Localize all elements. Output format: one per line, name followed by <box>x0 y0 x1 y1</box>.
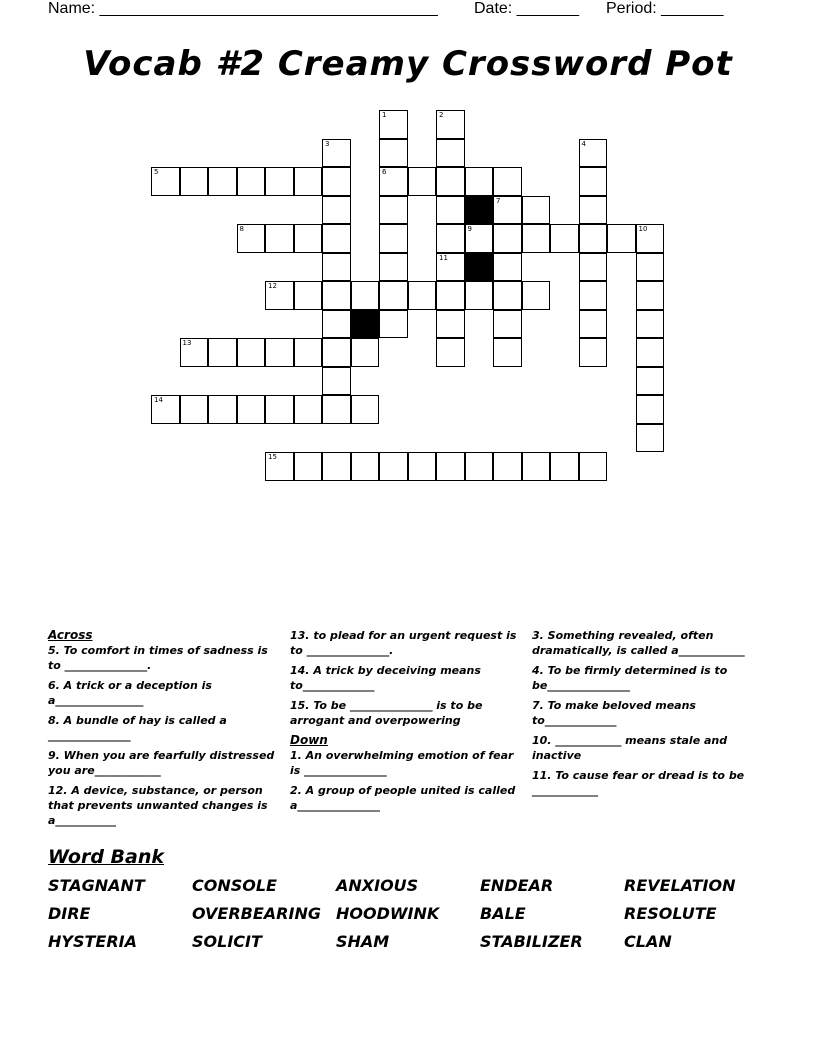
clue-item: 6. A trick or a deception is a________________ <box>48 679 212 707</box>
crossword-cell[interactable] <box>522 224 551 253</box>
crossword-cell[interactable] <box>237 338 266 367</box>
crossword-cell[interactable] <box>294 395 323 424</box>
crossword-cell[interactable] <box>379 281 408 310</box>
clue-number: 12 <box>268 282 277 290</box>
crossword-cell[interactable] <box>636 338 665 367</box>
crossword-grid <box>0 0 816 500</box>
crossword-cell[interactable] <box>208 395 237 424</box>
crossword-cell[interactable] <box>436 281 465 310</box>
crossword-cell[interactable] <box>351 452 380 481</box>
crossword-cell[interactable] <box>322 395 351 424</box>
crossword-cell[interactable] <box>607 224 636 253</box>
crossword-cell[interactable] <box>636 367 665 396</box>
clue-number: 4 <box>581 139 586 148</box>
crossword-cell[interactable] <box>379 139 408 168</box>
crossword-cell[interactable] <box>493 167 522 196</box>
crossword-cell[interactable] <box>493 310 522 339</box>
crossword-cell[interactable] <box>265 224 294 253</box>
crossword-cell[interactable] <box>151 395 180 424</box>
clue-number: 13 <box>182 339 192 347</box>
period-field[interactable]: Period: _______ <box>606 0 724 17</box>
crossword-cell[interactable] <box>465 452 494 481</box>
crossword-cell[interactable] <box>436 167 465 196</box>
crossword-cell[interactable] <box>493 253 522 282</box>
page-title: Vocab #2 Creamy Crossword Pot <box>83 44 733 84</box>
clue-item: 14. A trick by deceiving means to_____________ <box>290 664 481 692</box>
crossword-cell[interactable] <box>436 338 465 367</box>
clue-number: 9 <box>467 225 472 233</box>
crossword-cell[interactable] <box>322 139 351 168</box>
crossword-cell[interactable] <box>294 224 323 253</box>
crossword-cell[interactable] <box>465 167 494 196</box>
crossword-cell[interactable] <box>550 224 579 253</box>
crossword-cell[interactable] <box>379 196 408 225</box>
crossword-cell[interactable] <box>579 338 608 367</box>
crossword-cell[interactable] <box>322 167 351 196</box>
clue-item: 7. To make beloved means to_____________ <box>532 699 696 727</box>
crossword-cell[interactable] <box>579 253 608 282</box>
crossword-cell[interactable] <box>237 395 266 424</box>
clue-item: 5. To comfort in times of sadness is to _______________. <box>48 644 268 672</box>
crossword-cell[interactable] <box>550 452 579 481</box>
clues-column-1 <box>48 628 280 833</box>
crossword-cell[interactable] <box>436 253 465 282</box>
word-bank-word: ANXIOUS <box>336 876 419 895</box>
crossword-cell[interactable] <box>579 452 608 481</box>
crossword-cell[interactable] <box>493 196 522 225</box>
name-field[interactable]: Name: ______________________________________ <box>48 0 438 17</box>
crossword-cell[interactable] <box>151 167 180 196</box>
word-bank-word: ENDEAR <box>480 876 554 895</box>
crossword-cell[interactable] <box>322 281 351 310</box>
clue-number: 14 <box>154 396 163 404</box>
word-bank-word: SOLICIT <box>192 932 262 951</box>
crossword-cell[interactable] <box>294 452 323 481</box>
crossword-cell[interactable] <box>379 167 408 196</box>
clue-item: 13. to plead for an urgent request is to _______________. <box>290 629 517 657</box>
word-bank-word: SHAM <box>336 932 390 951</box>
crossword-cell[interactable] <box>351 281 380 310</box>
clue-number: 7 <box>496 196 501 205</box>
word-bank-word: STABILIZER <box>480 932 583 951</box>
crossword-block <box>465 253 494 282</box>
crossword-block <box>465 196 494 225</box>
crossword-cell[interactable] <box>579 281 608 310</box>
clue-item: 15. To be _______________ is to be arrogant and overpowering <box>290 699 483 727</box>
clue-item: 1. An overwhelming emotion of fear is _______________ <box>290 749 514 777</box>
clue-item: 10. ____________ means stale and inactive <box>532 734 728 762</box>
clue-number: 10 <box>638 225 648 233</box>
crossword-cell[interactable] <box>493 452 522 481</box>
crossword-cell[interactable] <box>636 424 665 453</box>
crossword-cell[interactable] <box>265 167 294 196</box>
crossword-cell[interactable] <box>579 167 608 196</box>
crossword-cell[interactable] <box>294 281 323 310</box>
clue-number: 2 <box>439 111 444 119</box>
clue-number: 15 <box>268 453 277 461</box>
crossword-cell[interactable] <box>493 224 522 253</box>
crossword-cell[interactable] <box>436 110 465 139</box>
crossword-cell[interactable] <box>180 338 209 367</box>
clue-number: 11 <box>439 253 448 262</box>
crossword-cell[interactable] <box>636 281 665 310</box>
crossword-cell[interactable] <box>351 395 380 424</box>
word-bank-title: Word Bank <box>48 846 165 868</box>
word-bank-word: CLAN <box>624 932 672 951</box>
word-bank-word: DIRE <box>48 904 91 923</box>
crossword-cell[interactable] <box>208 338 237 367</box>
crossword-cell[interactable] <box>436 310 465 339</box>
word-bank-word: OVERBEARING <box>192 904 321 923</box>
word-bank-word: BALE <box>480 904 526 923</box>
clue-item: 11. To cause fear or dread is to be ____________ <box>532 769 745 797</box>
crossword-cell[interactable] <box>379 224 408 253</box>
clue-number: 1 <box>382 111 387 119</box>
clue-item: 8. A bundle of hay is called a _______________ <box>48 714 227 742</box>
crossword-cell[interactable] <box>636 395 665 424</box>
date-field[interactable]: Date: _______ <box>474 0 579 17</box>
clues-column-2 <box>290 628 522 818</box>
crossword-cell[interactable] <box>322 367 351 396</box>
clue-item: 3. Something revealed, often dramatically, is called a____________ <box>532 629 745 657</box>
clue-item: 2. A group of people united is called a_______________ <box>290 784 516 812</box>
crossword-cell[interactable] <box>379 452 408 481</box>
crossword-cell[interactable] <box>322 224 351 253</box>
crossword-cell[interactable] <box>522 281 551 310</box>
word-bank-word: CONSOLE <box>192 876 277 895</box>
crossword-cell[interactable] <box>636 310 665 339</box>
clue-item: 12. A device, substance, or person that prevents unwanted changes is a___________ <box>48 784 268 827</box>
crossword-cell[interactable] <box>379 310 408 339</box>
clues-column-3 <box>532 628 768 803</box>
crossword-cell[interactable] <box>322 452 351 481</box>
crossword-cell[interactable] <box>322 253 351 282</box>
crossword-cell[interactable] <box>408 167 437 196</box>
crossword-cell[interactable] <box>493 281 522 310</box>
crossword-cell[interactable] <box>180 167 209 196</box>
crossword-cell[interactable] <box>408 452 437 481</box>
word-bank-word: STAGNANT <box>48 876 145 895</box>
across-heading: Across <box>48 628 93 642</box>
crossword-cell[interactable] <box>636 224 665 253</box>
clue-item: 9. When you are fearfully distressed you are____________ <box>48 749 275 777</box>
clue-item: 4. To be firmly determined is to be_______________ <box>532 664 728 692</box>
crossword-cell[interactable] <box>465 224 494 253</box>
crossword-cell[interactable] <box>522 196 551 225</box>
word-bank-word: RESOLUTE <box>624 904 717 923</box>
crossword-cell[interactable] <box>265 281 294 310</box>
crossword-cell[interactable] <box>265 452 294 481</box>
clue-number: 6 <box>382 168 387 176</box>
clue-number: 5 <box>154 168 159 176</box>
crossword-cell[interactable] <box>436 196 465 225</box>
crossword-cell[interactable] <box>493 338 522 367</box>
crossword-cell[interactable] <box>265 395 294 424</box>
crossword-cell[interactable] <box>579 196 608 225</box>
crossword-cell[interactable] <box>180 395 209 424</box>
crossword-cell[interactable] <box>436 224 465 253</box>
crossword-cell[interactable] <box>294 338 323 367</box>
crossword-cell[interactable] <box>265 338 294 367</box>
crossword-cell[interactable] <box>294 167 323 196</box>
crossword-cell[interactable] <box>408 281 437 310</box>
word-bank <box>48 876 768 960</box>
crossword-cell[interactable] <box>436 139 465 168</box>
down-heading: Down <box>290 733 328 747</box>
word-bank-word: HYSTERIA <box>48 932 137 951</box>
crossword-cell[interactable] <box>237 167 266 196</box>
crossword-cell[interactable] <box>379 253 408 282</box>
crossword-cell[interactable] <box>465 281 494 310</box>
crossword-cell[interactable] <box>636 253 665 282</box>
word-bank-word: REVELATION <box>624 876 736 895</box>
crossword-cell[interactable] <box>237 224 266 253</box>
clue-number: 3 <box>325 139 330 148</box>
crossword-block <box>351 310 380 339</box>
crossword-cell[interactable] <box>379 110 408 139</box>
crossword-cell[interactable] <box>579 310 608 339</box>
crossword-cell[interactable] <box>436 452 465 481</box>
word-bank-word: HOODWINK <box>336 904 440 923</box>
crossword-cell[interactable] <box>322 196 351 225</box>
crossword-cell[interactable] <box>522 452 551 481</box>
clue-number: 8 <box>239 225 244 233</box>
crossword-cell[interactable] <box>579 139 608 168</box>
crossword-cell[interactable] <box>351 338 380 367</box>
crossword-cell[interactable] <box>322 310 351 339</box>
crossword-cell[interactable] <box>322 338 351 367</box>
crossword-cell[interactable] <box>579 224 608 253</box>
crossword-cell[interactable] <box>208 167 237 196</box>
